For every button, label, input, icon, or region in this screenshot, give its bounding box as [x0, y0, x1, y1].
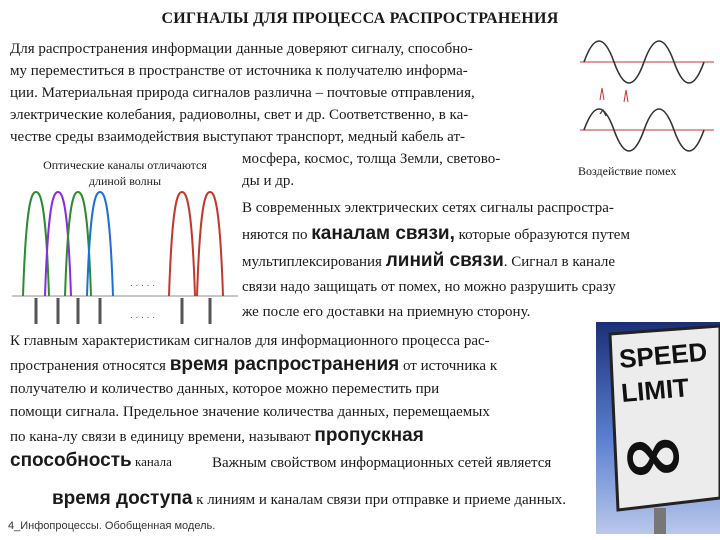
channels-text: . Сигнал в канале — [503, 254, 616, 270]
wavelength-tick-mark — [77, 298, 80, 324]
page-title: СИГНАЛЫ ДЛЯ ПРОЦЕССА РАСПРОСТРАНЕНИЯ — [161, 10, 559, 27]
wavelength-tick-mark — [181, 298, 184, 324]
access-time-line — [52, 488, 566, 511]
footer-label: 4_Инфопроцессы. Обобщенная модель. — [8, 520, 216, 532]
channels-paragraph — [242, 196, 630, 325]
intro-line: честве среды взаимодействия выступают транспорт, медный кабель ат- — [10, 129, 465, 145]
channels-line: связи надо защищать от помех, но можно разрушить сразу — [242, 279, 616, 295]
optical-caption-line: длиной волны — [88, 174, 162, 188]
speed-limit-sign-image — [596, 322, 720, 534]
sign-post — [654, 508, 666, 534]
term-communication-lines: линий связи — [385, 250, 504, 271]
characteristics-line: получателю и количество данных, которое можно переместить при — [10, 381, 440, 397]
optical-spectrum-figure — [12, 186, 238, 326]
term-communication-channels: каналам связи, — [311, 223, 455, 244]
intro-line: Для распространения информации данные доверяют сигналу, способно- — [10, 41, 473, 57]
characteristics-text: к линиям и каналам связи при отправке и приеме данных. — [192, 492, 567, 508]
noise-spikes — [600, 88, 628, 102]
channels-line — [242, 221, 630, 248]
characteristics-text: Важным свойством информационных сетей является — [212, 455, 552, 471]
characteristics-text: пространения относятся — [10, 358, 170, 374]
wavelength-tick-mark — [209, 298, 212, 324]
dots-lower: . . . . . — [130, 310, 156, 321]
term-access-time: время доступа — [52, 488, 193, 509]
intro-line: электрические колебания, радиоволны, свет и др. Соответственно, в ка- — [10, 107, 469, 123]
wavelength-tick-mark — [99, 298, 102, 324]
term-throughput: пропускная — [314, 425, 424, 446]
term-capacity: способность — [10, 450, 132, 471]
channels-text: няются по — [242, 227, 312, 243]
characteristics-text: канала — [131, 454, 172, 469]
channels-line: В современных электрических сетях сигналы распростра- — [242, 200, 614, 216]
wavelength-peak — [197, 192, 223, 296]
dots-upper: . . . . . — [130, 278, 156, 289]
characteristics-line — [10, 424, 497, 449]
infinity-icon: ∞ — [615, 404, 691, 503]
intro-paragraph — [10, 38, 475, 148]
noise-bump — [600, 110, 606, 116]
intro-line: ции. Материальная природа сигналов различна – почтовые отправления, — [10, 85, 475, 101]
wavelength-tick-mark — [57, 298, 60, 324]
sign-limit-text: LIMIT — [619, 372, 691, 408]
noise-caption: Воздействие помех — [578, 164, 677, 178]
characteristics-paragraph — [10, 330, 552, 474]
channels-line: же после его доставки на приемную сторону. — [242, 304, 531, 320]
intro-line: му переместиться в пространстве от источника к получателю информа- — [10, 63, 468, 79]
channels-text: которые образуются путем — [454, 227, 630, 243]
characteristics-line — [10, 449, 552, 474]
characteristics-line: К главным характеристикам сигналов для информационного процесса рас- — [10, 333, 490, 349]
characteristics-line: помощи сигнала. Предельное значение количества данных, перемещаемых — [10, 404, 490, 420]
channels-text: мультиплексирования — [242, 254, 386, 270]
intro-line: мосфера, космос, толща Земли, светово- — [242, 151, 501, 167]
optical-caption-line: Оптические каналы отличаются — [43, 158, 207, 172]
sign-speed-text: SPEED — [617, 336, 709, 374]
characteristics-text: по кана-лу связи в единицу времени, называют — [10, 429, 315, 445]
signal-waves-figure — [580, 30, 716, 160]
wavelength-peak — [169, 192, 195, 296]
wavelength-tick-mark — [35, 298, 38, 324]
optical-caption — [20, 157, 230, 189]
characteristics-line — [10, 353, 497, 378]
channels-line — [242, 248, 630, 275]
characteristics-text: от источника к — [399, 358, 498, 374]
term-propagation-time: время распространения — [169, 354, 400, 375]
intro-line: ды и др. — [242, 173, 295, 189]
